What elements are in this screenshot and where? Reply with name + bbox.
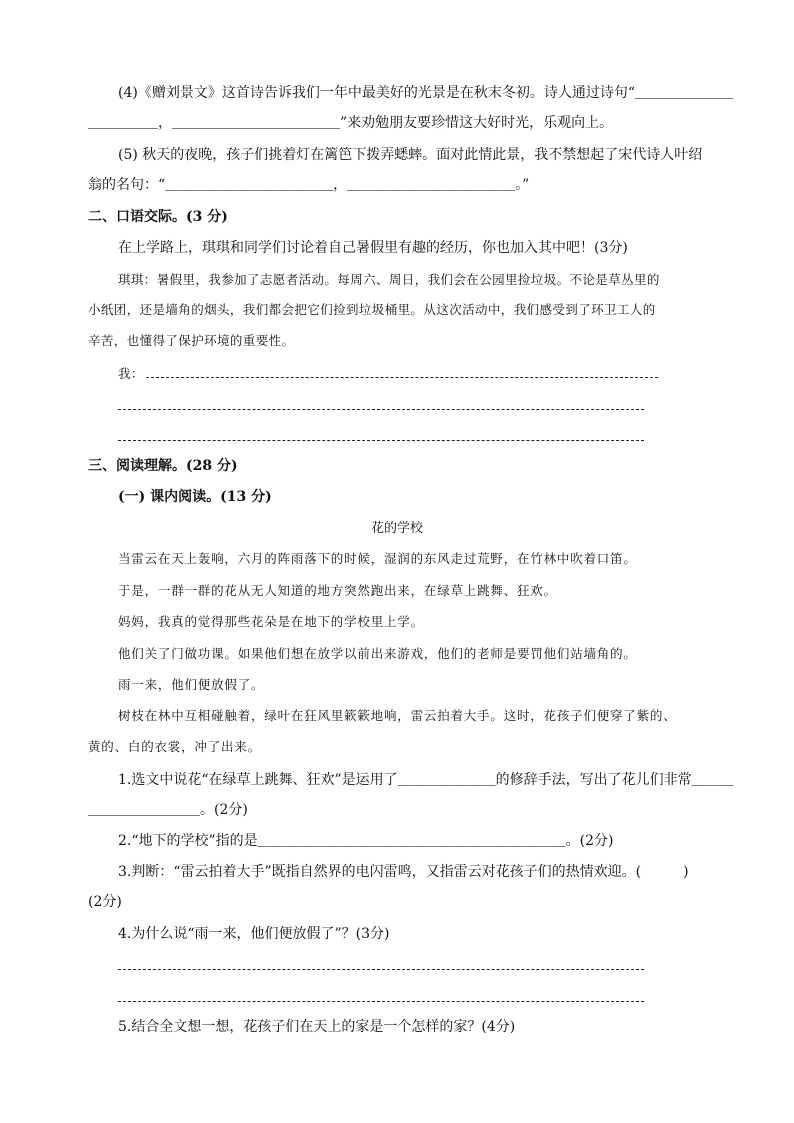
reading-q1-line2: ＿＿＿＿＿＿＿＿。(2分): [88, 802, 248, 818]
passage-paragraph: 树枝在林中互相碰触着，绿叶在狂风里簌簌地响，雷云拍着大手。这时，花孩子们便穿了紫的、: [118, 708, 677, 723]
q4-line1: (4)《赠刘景文》这首诗告诉我们一年中最美好的光景是在秋末冬初。诗人通过诗句“＿＿＿＿＿＿＿: [118, 85, 733, 101]
reading-q1-line1: 1.选文中说花“在绿草上跳舞、狂欢”是运用了＿＿＿＿＿＿＿的修辞手法，写出了花儿们非常＿＿＿: [118, 772, 734, 788]
reading-q3-line2: (2分): [88, 894, 122, 910]
section2-heading: 二、口语交际。(3 分): [88, 209, 228, 225]
q5-line1: (5) 秋天的夜晚，孩子们挑着灯在篱笆下拨弄蟋蟀。面对此情此景，我不禁想起了宋代诗人叶绍: [118, 147, 703, 163]
answer-line: [118, 969, 644, 970]
answer-line: [146, 377, 658, 378]
reading-q5: 5.结合全文想一想，花孩子们在天上的家是一个怎样的家？(4分): [118, 1019, 516, 1035]
passage-paragraph: 雨一来，他们便放假了。: [118, 677, 265, 692]
qiqi-line1: 琪琪：暑假里，我参加了志愿者活动。每周六、周日，我们会在公园里捡垃圾。不论是草丛里的: [118, 272, 660, 287]
q4-line2: ＿＿＿＿＿，＿＿＿＿＿＿＿＿＿＿＿＿”来劝勉朋友要珍惜这大好时光，乐观向上。: [88, 115, 614, 131]
answer-line: [118, 1001, 644, 1002]
reading-q4: 4.为什么说“雨一来，他们便放假了”？(3分): [118, 926, 390, 942]
section3-heading: 三、阅读理解。(28 分): [88, 458, 238, 474]
reading-q2: 2.“地下的学校”指的是＿＿＿＿＿＿＿＿＿＿＿＿＿＿＿＿＿＿＿＿＿＿。(2分): [118, 833, 614, 849]
passage-paragraph-cont: 黄的、白的衣裳，冲了出来。: [88, 739, 261, 754]
passage-paragraph: 他们关了门做功课。如果他们想在放学以前出来游戏，他们的老师是要罚他们站墙角的。: [118, 646, 637, 661]
section3-subheading: (一) 课内阅读。(13 分): [118, 489, 272, 505]
passage-paragraph: 当雷云在天上轰响，六月的阵雨落下的时候，湿润的东风走过荒野，在竹林中吹着口笛。: [118, 551, 637, 566]
answer-line: [118, 440, 644, 441]
reading-q3-line1: 3.判断：“雷云拍着大手”既指自然界的电闪雷鸣，又指雷云对花孩子们的热情欢迎。( ): [118, 864, 689, 880]
passage-paragraph: 于是，一群一群的花从无人知道的地方突然跑出来，在绿草上跳舞、狂欢。: [118, 583, 557, 598]
answer-line: [118, 409, 644, 410]
section2-prompt: 在上学路上，琪琪和同学们讨论着自己暑假里有趣的经历，你也加入其中吧！(3分): [118, 240, 628, 256]
passage-title: 花的学校: [370, 521, 423, 536]
qiqi-line2: 小纸团，还是墙角的烟头，我们都会把它们捡到垃圾桶里。从这次活动中，我们感受到了环卫工人的: [88, 302, 656, 317]
qiqi-line3: 辛苦，也懂得了保护环境的重要性。: [88, 333, 295, 348]
q5-line2: 翁的名句：“＿＿＿＿＿＿＿＿＿＿＿＿，＿＿＿＿＿＿＿＿＿＿＿＿。”: [88, 177, 530, 193]
me-label: 我：: [118, 366, 144, 381]
passage-paragraph: 妈妈，我真的觉得那些花朵是在地下的学校里上学。: [118, 614, 424, 629]
